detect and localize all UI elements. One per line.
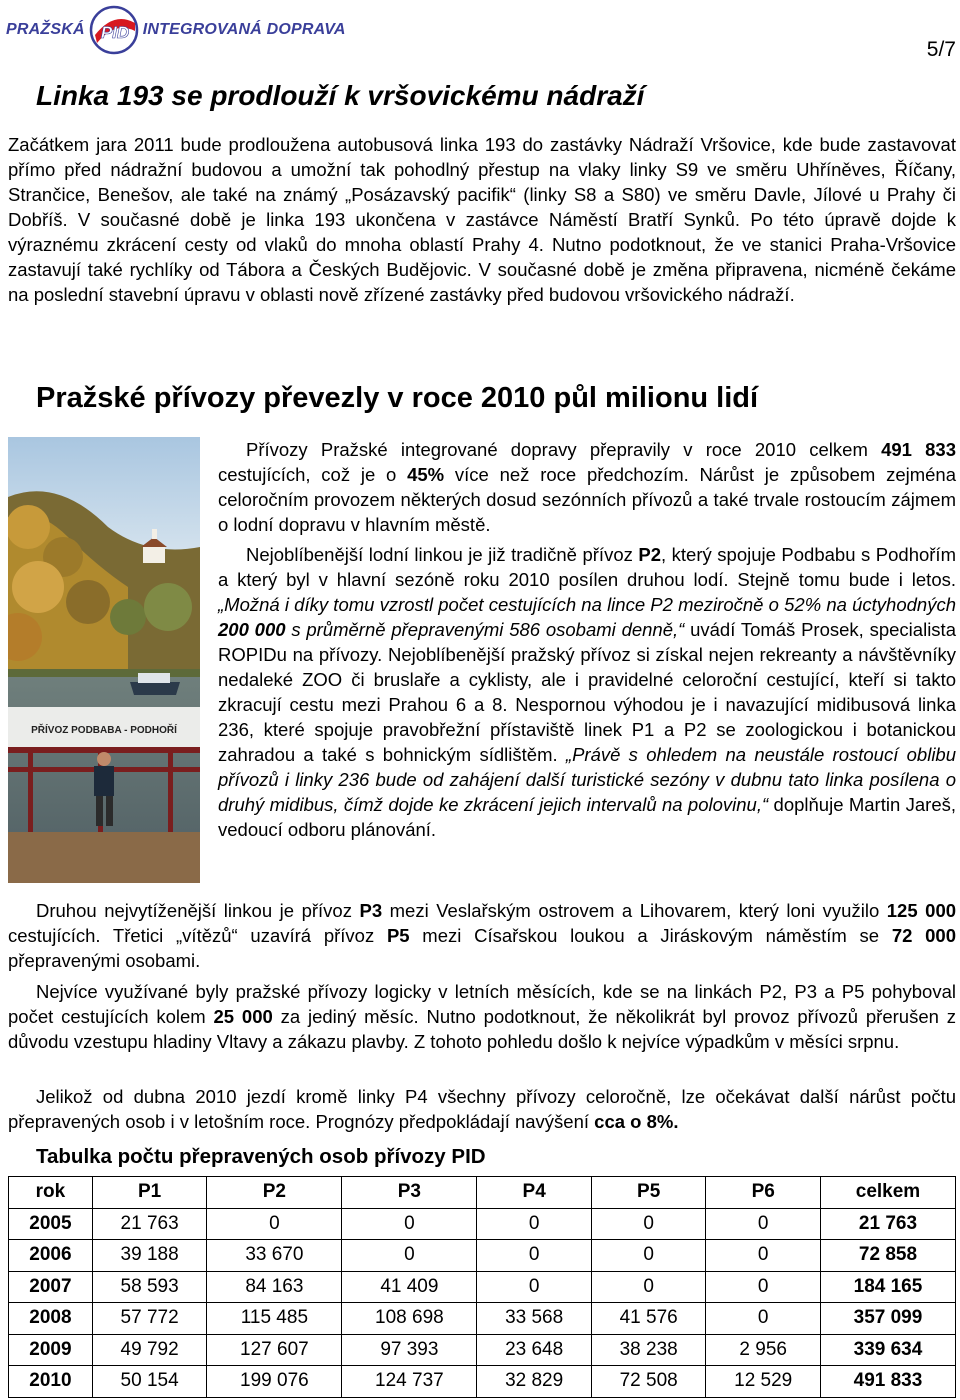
p4-text-c: za jediný měsíc. Nutno podotknout, že několikrát byl provoz přívozů přerušen z důvodu vzestupu hladiny Vltavy a zákazu plavby. Z tohoto pohledu došlo k nejvíce výpadkům v měsíci srpnu. xyxy=(8,1006,956,1052)
p1-text-c: cestujících, což je o xyxy=(218,464,408,485)
article2-paragraph-3 xyxy=(8,898,956,973)
table-cell: 58 593 xyxy=(92,1271,207,1303)
table-cell: 72 508 xyxy=(591,1366,706,1398)
table-cell: 0 xyxy=(591,1208,706,1240)
table-cell: 124 737 xyxy=(342,1366,477,1398)
page-header xyxy=(0,0,960,60)
p3-bold-p5: P5 xyxy=(386,925,410,946)
table-cell: 0 xyxy=(477,1240,592,1272)
table-cell: 50 154 xyxy=(92,1366,207,1398)
table-cell: 0 xyxy=(706,1303,821,1335)
p2-text-c: , který spojuje Podbabu s Podhořím a který byl v hlavní sezóně roku 2010 posílen druhou lodí. Stejně tomu bude i letos. xyxy=(218,544,956,590)
article2-paragraph-1 xyxy=(218,437,956,537)
table-cell: 33 568 xyxy=(477,1303,592,1335)
logo-text-left: PRAŽSKÁ xyxy=(6,21,85,38)
table-cell: 41 576 xyxy=(591,1303,706,1335)
pid-logo-mark xyxy=(89,5,139,55)
table-row xyxy=(9,1366,956,1398)
table-cell-total: 72 858 xyxy=(820,1240,955,1272)
article2-paragraph-4 xyxy=(8,979,956,1054)
table-row xyxy=(9,1334,956,1366)
table-cell: 115 485 xyxy=(207,1303,342,1335)
p4-bold-25000: 25 000 xyxy=(213,1006,273,1027)
table-cell-year: 2007 xyxy=(9,1271,93,1303)
table-cell: 39 188 xyxy=(92,1240,207,1272)
p3-bold-125000: 125 000 xyxy=(886,900,957,921)
article2-title: Pražské přívozy převezly v roce 2010 půl milionu lidí xyxy=(36,382,759,414)
table-header-cell: P1 xyxy=(92,1177,207,1209)
table-cell-total: 184 165 xyxy=(820,1271,955,1303)
ferry-passenger-table xyxy=(8,1176,956,1398)
p3-text-d: cestujících. Třetici „vítězů“ uzavírá přívoz xyxy=(8,925,387,946)
p3-text-c: mezi Veslařským ostrovem a Lihovarem, který loni využilo xyxy=(382,900,887,921)
table-cell: 0 xyxy=(706,1208,821,1240)
table-cell: 38 238 xyxy=(591,1334,706,1366)
table-cell: 33 670 xyxy=(207,1240,342,1272)
ferry-photo-image xyxy=(8,437,200,883)
page-number: 5/7 xyxy=(926,38,956,61)
pid-logo xyxy=(6,4,346,56)
table-cell: 199 076 xyxy=(207,1366,342,1398)
table-cell: 127 607 xyxy=(207,1334,342,1366)
table-cell-total: 491 833 xyxy=(820,1366,955,1398)
table-cell: 0 xyxy=(207,1208,342,1240)
table-cell: 12 529 xyxy=(706,1366,821,1398)
table-cell-year: 2008 xyxy=(9,1303,93,1335)
p1-bold-percent: 45% xyxy=(407,464,445,485)
table-cell: 0 xyxy=(477,1208,592,1240)
p2-quote-2: „Právě s ohledem na neustále rostoucí oblibu přívozů i linky 236 bude od zahájení další turistické sezóny v dubnu tato linka posílena o druhý midibus, čímž dojde ke zkrácení jejich intervalů na polovinu,“ xyxy=(218,744,957,815)
photo-sign-text: PŘÍVOZ PODBABA - PODHOŘÍ xyxy=(31,725,177,736)
table-cell: 0 xyxy=(591,1240,706,1272)
p1-text-d: více než roce předchozím. Nárůst je způsobem zejména celoročním provozem některých dosud sezónních přívozů a také trvale rostoucím zájmem o lodní dopravu v hlavním městě. xyxy=(218,464,956,535)
p2-text-d: uvádí Tomáš Prosek, specialista ROPIDu na přívozy. Nejoblíbenější pražský přívoz si získal nejen rekreanty a návštěvníky nedaleké ZOO či bruslaře a cyklisty, ale i pravidelné celoroční cestující, kteří si takto zkracují cestu mezi Prahou 6 a 8. Nespornou výhodou je i navazující midibusová linka 236, které spojuje pravobřežní přístaviště linek P1 a P2 se zoologickou i botanickou zahradou a také s bohnickým sídlištěm. xyxy=(218,619,956,765)
table-header-cell: celkem xyxy=(820,1177,955,1209)
p5-text-a: Jelikož od dubna 2010 jezdí kromě linky P4 všechny přívozy celoročně, lze očekávat další nárůst počtu přepravených osob i v letošním roce. Prognózy předpokládají navýšení xyxy=(8,1086,956,1132)
p2-quote-1a: „Možná i díky tomu vzrostl počet cestujících na lince P2 meziročně o 52% na úctyhodných xyxy=(218,594,956,615)
p1-text-a: Přívozy Pražské integrované dopravy přepravily v roce 2010 celkem xyxy=(246,439,882,460)
table-cell-total: 21 763 xyxy=(820,1208,955,1240)
table-cell-total: 357 099 xyxy=(820,1303,955,1335)
table-cell: 0 xyxy=(706,1240,821,1272)
p2-text-e: doplňuje Martin Jareš, vedoucí odboru plánování. xyxy=(218,794,956,840)
table-row xyxy=(9,1208,956,1240)
table-cell: 23 648 xyxy=(477,1334,592,1366)
table-cell: 41 409 xyxy=(342,1271,477,1303)
table-row xyxy=(9,1240,956,1272)
table-cell: 84 163 xyxy=(207,1271,342,1303)
table-header-row xyxy=(9,1177,956,1209)
ferry-photo xyxy=(8,437,200,883)
p3-text-e: mezi Císařskou loukou a Jiráskovým náměstím se xyxy=(409,925,892,946)
p2-bold-line: P2 xyxy=(638,544,662,565)
table-cell: 21 763 xyxy=(92,1208,207,1240)
table-cell: 0 xyxy=(591,1271,706,1303)
p2-text-a: Nejoblíbenější lodní linkou je již tradičně přívoz xyxy=(246,544,639,565)
p2-quote-1c: s průměrně přepravenými 586 osobami denně,“ xyxy=(285,619,685,640)
table-cell: 0 xyxy=(342,1208,477,1240)
table-cell: 32 829 xyxy=(477,1366,592,1398)
p5-bold-forecast: cca o 8%. xyxy=(594,1111,679,1132)
table-header-cell: P3 xyxy=(342,1177,477,1209)
table-cell: 57 772 xyxy=(92,1303,207,1335)
table-cell-year: 2005 xyxy=(9,1208,93,1240)
table-title: Tabulka počtu přepravených osob přívozy PID xyxy=(36,1145,486,1168)
table-cell: 0 xyxy=(706,1271,821,1303)
table-row xyxy=(9,1303,956,1335)
p3-text-a: Druhou nejvytíženější linkou je přívoz xyxy=(36,900,360,921)
table-cell-year: 2009 xyxy=(9,1334,93,1366)
table-header-cell: P2 xyxy=(207,1177,342,1209)
article1-body: Začátkem jara 2011 bude prodloužena autobusová linka 193 do zastávky Nádraží Vršovice, kde bude zastavovat přímo před nádražní budovou a umožní tak pohodlný přestup na vlaky linky S9 ve směru Uhříněves, Říčany, Strančice, Benešov, ale také na známý „Posázavský pacifik“ (linky S8 a S80) ve směru Davle, Jílové u Prahy či Dobříš. V současné době je linka 193 ukončena v zastávce Náměstí Bratří Synků. Po této úpravě dojde k výraznému zkrácení cesty od vlaků do mnoha oblastí Prahy 4. Nutno podotknout, že ve stanici Praha-Vršovice zastavují také rychlíky od Tábora a Českých Budějovic. V současné době je změna připravena, nicméně čekáme na poslední stavební úpravu v oblasti nově zřízené zastávky před budovou vršovického nádraží. xyxy=(8,134,956,305)
logo-text-right: INTEGROVANÁ DOPRAVA xyxy=(142,21,346,38)
table-cell-year: 2006 xyxy=(9,1240,93,1272)
table-header-cell: P4 xyxy=(477,1177,592,1209)
table-cell: 49 792 xyxy=(92,1334,207,1366)
table-cell: 0 xyxy=(342,1240,477,1272)
article1-title: Linka 193 se prodlouží k vršovickému nádraží xyxy=(36,80,645,111)
p4-text-a: Nejvíce využívané byly pražské přívozy logicky v letních měsících, kde se na linkách P2, P3 a P5 pohyboval počet cestujících kolem xyxy=(8,981,956,1027)
table-cell-total: 339 634 xyxy=(820,1334,955,1366)
table-header-cell: rok xyxy=(9,1177,93,1209)
table-header-cell: P6 xyxy=(706,1177,821,1209)
p1-bold-passengers: 491 833 xyxy=(881,439,957,460)
table-cell: 97 393 xyxy=(342,1334,477,1366)
table-header-cell: P5 xyxy=(591,1177,706,1209)
table-cell: 0 xyxy=(477,1271,592,1303)
pid-logo-icon xyxy=(89,5,139,55)
table-row xyxy=(9,1271,956,1303)
article2-paragraph-2 xyxy=(218,542,956,842)
table-cell: 2 956 xyxy=(706,1334,821,1366)
p3-text-f: přepravenými osobami. xyxy=(8,950,201,971)
p3-bold-p3: P3 xyxy=(359,900,383,921)
logo-mark-text: PID xyxy=(100,23,129,42)
article2-paragraph-5 xyxy=(8,1084,956,1134)
table-cell: 108 698 xyxy=(342,1303,477,1335)
p2-quote-1-bold: 200 000 xyxy=(218,619,286,640)
table-cell-year: 2010 xyxy=(9,1366,93,1398)
p3-bold-72000: 72 000 xyxy=(891,925,956,946)
